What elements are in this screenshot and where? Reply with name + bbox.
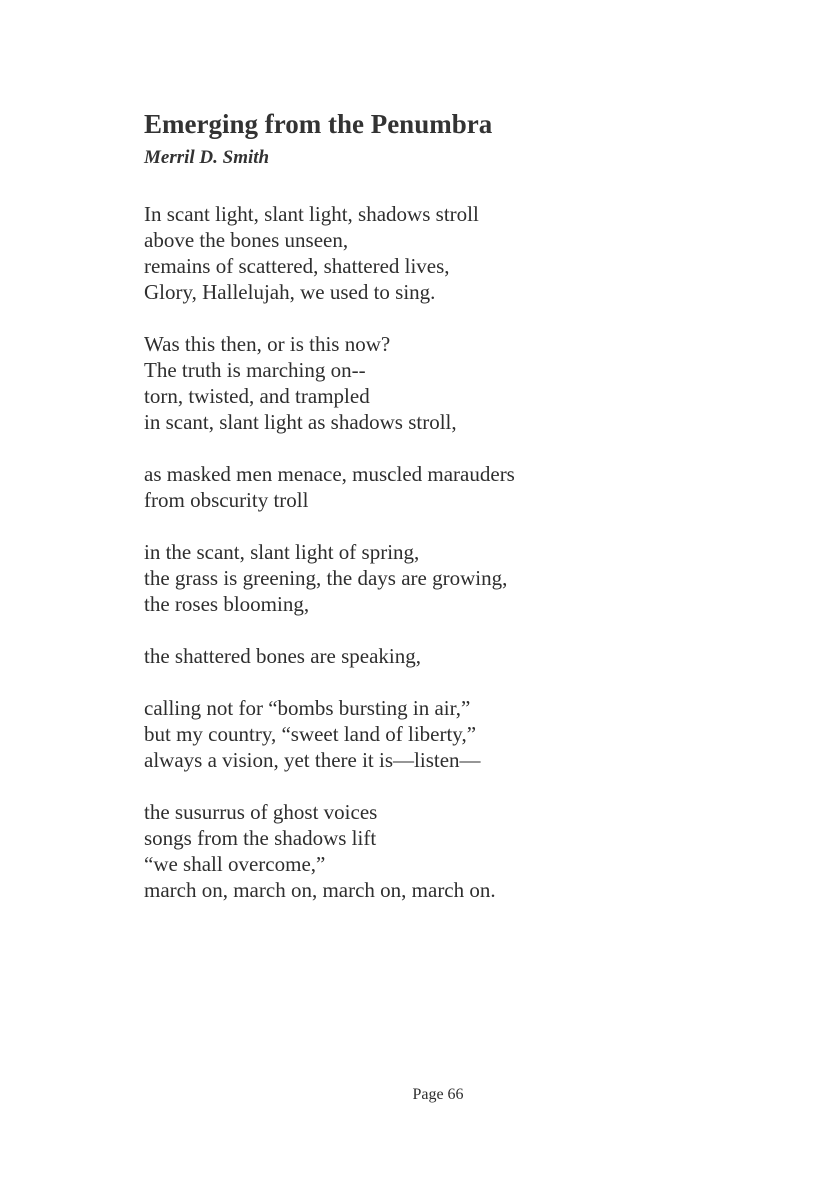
poem-line: march on, march on, march on, march on. [144, 878, 496, 902]
poem-line: torn, twisted, and trampled [144, 384, 370, 408]
poem-line: as masked men menace, muscled marauders [144, 462, 515, 486]
poem-line: but my country, “sweet land of liberty,” [144, 722, 477, 746]
poem-line: from obscurity troll [144, 488, 309, 512]
stanza-7 [144, 799, 744, 903]
stanza-1 [144, 201, 744, 305]
stanza-3 [144, 461, 744, 513]
stanza-4 [144, 539, 744, 617]
stanza-6 [144, 695, 744, 773]
poem-line: remains of scattered, shattered lives, [144, 254, 450, 278]
poem-line: the grass is greening, the days are growing, [144, 566, 508, 590]
poem-title: Emerging from the Penumbra [144, 109, 493, 139]
poem-line: the shattered bones are speaking, [144, 644, 421, 668]
poem-line: Was this then, or is this now? [144, 332, 391, 356]
poem-line: calling not for “bombs bursting in air,” [144, 696, 471, 720]
stanza-5 [144, 643, 744, 669]
poem-line: songs from the shadows lift [144, 826, 377, 850]
page-number: Page 66 [412, 1086, 464, 1103]
poem-line: In scant light, slant light, shadows stroll [144, 202, 479, 226]
poem-line: “we shall overcome,” [144, 852, 326, 876]
poem-body [144, 201, 744, 929]
poem-line: above the bones unseen, [144, 228, 349, 252]
poem-line: the susurrus of ghost voices [144, 800, 378, 824]
poem-line: the roses blooming, [144, 592, 310, 616]
poem-line: The truth is marching on-- [144, 358, 366, 382]
stanza-2 [144, 331, 744, 435]
poem-line: in scant, slant light as shadows stroll, [144, 410, 457, 434]
poem-line: Glory, Hallelujah, we used to sing. [144, 280, 436, 304]
poem-line: always a vision, yet there it is—listen— [144, 748, 481, 772]
poem-author: Merril D. Smith [144, 147, 270, 168]
poem-line: in the scant, slant light of spring, [144, 540, 420, 564]
